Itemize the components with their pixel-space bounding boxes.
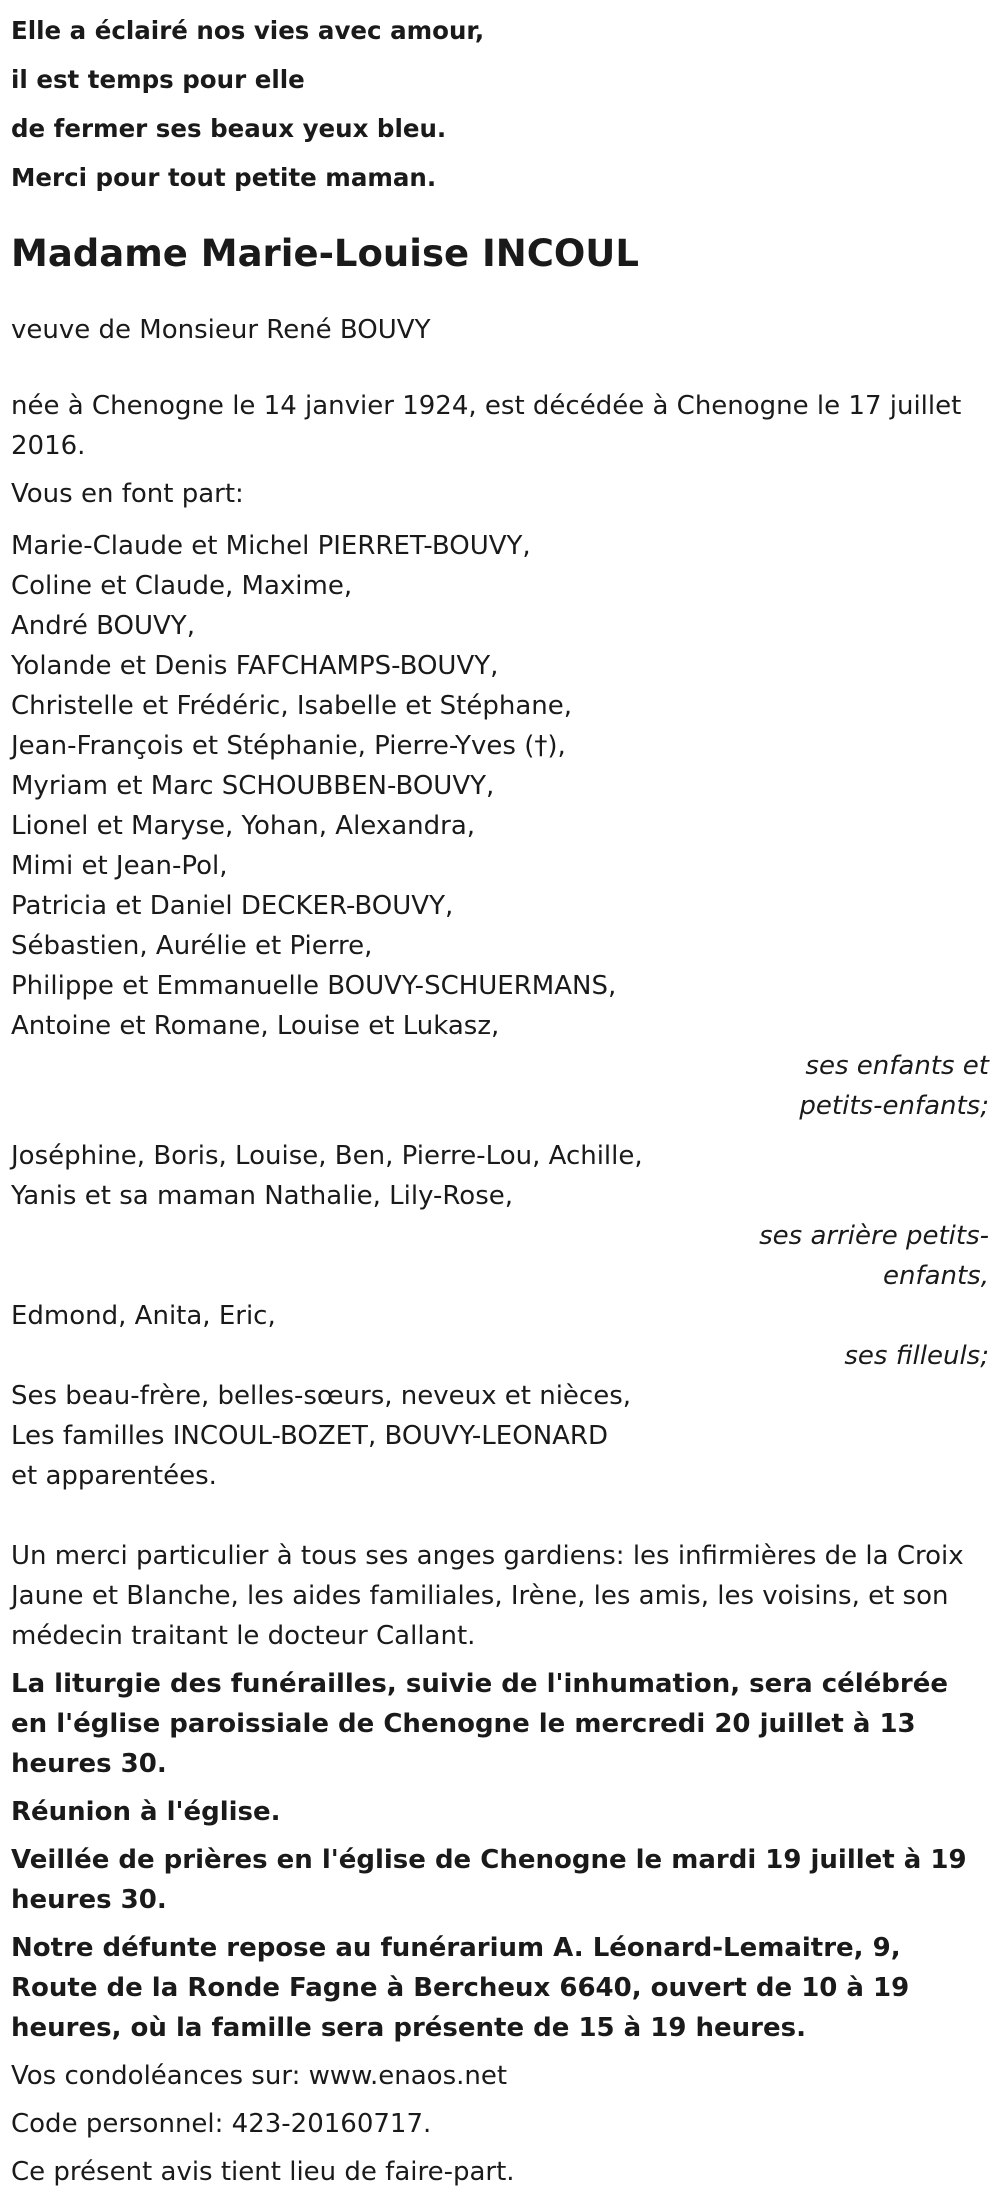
relation-label-line: ses arrière petits- [759,1221,989,1251]
children-list [11,526,989,1046]
vigil-info: Veillée de prières en l'église de Chenogne le mardi 19 juillet à 19 heures 30. [11,1845,967,1915]
birth-death-dates: née à Chenogne le 14 janvier 1924, est décédée à Chenogne le 17 juillet 2016. [11,391,962,461]
family-line: Sébastien, Aurélie et Pierre, [11,931,373,961]
poem-line: Elle a éclairé nos vies avec amour, [11,16,485,45]
family-line: Joséphine, Boris, Louise, Ben, Pierre-Lou, Achille, [11,1141,643,1171]
family-line: Yolande et Denis FAFCHAMPS-BOUVY, [11,651,499,681]
announcement-intro: Vous en font part: [11,479,244,509]
family-line: Lionel et Maryse, Yohan, Alexandra, [11,811,476,841]
family-line: Edmond, Anita, Eric, [11,1301,276,1331]
family-line: Marie-Claude et Michel PIERRET-BOUVY, [11,531,531,561]
great-grandchildren-label [539,1216,989,1296]
relation-label-line: ses filleuls; [844,1341,989,1371]
family-line: Jean-François et Stéphanie, Pierre-Yves (†), [11,731,566,761]
godchildren-list [11,1296,989,1336]
family-line: Yanis et sa maman Nathalie, Lily-Rose, [11,1181,514,1211]
notice-line: Ce présent avis tient lieu de faire-part. [11,2157,515,2187]
meeting-info: Réunion à l'église. [11,1797,281,1827]
widow-line: veuve de Monsieur René BOUVY [11,315,431,345]
family-line: André BOUVY, [11,611,195,641]
family-line: Mimi et Jean-Pol, [11,851,228,881]
family-line: Les familles INCOUL-BOZET, BOUVY-LEONARD [11,1421,609,1451]
relation-label-line: ses enfants et [805,1051,989,1081]
godchildren-label [539,1336,989,1376]
thanks-paragraph: Un merci particulier à tous ses anges gardiens: les infirmières de la Croix Jaune et Blanche, les aides familiales, Irène, les amis, les voisins, et son médecin traitant le docteur Callant. [11,1541,964,1651]
poem-line: de fermer ses beaux yeux bleu. [11,114,447,143]
family-line: Patricia et Daniel DECKER-BOUVY, [11,891,454,921]
family-line: Christelle et Frédéric, Isabelle et Stéphane, [11,691,573,721]
family-line: Myriam et Marc SCHOUBBEN-BOUVY, [11,771,495,801]
liturgy-info: La liturgie des funérailles, suivie de l'inhumation, sera célébrée en l'église paroissiale de Chenogne le mercredi 20 juillet à 13 heures 30. [11,1669,948,1779]
relation-label-line: enfants, [882,1261,989,1291]
funeral-home-info: Notre défunte repose au funérarium A. Léonard-Lemaitre, 9, Route de la Ronde Fagne à Bercheux 6640, ouvert de 10 à 19 heures, où la famille sera présente de 15 à 19 heures. [11,1933,910,2043]
relation-label-line: petits-enfants; [799,1091,989,1121]
deceased-name: Madame Marie-Louise INCOUL [11,232,639,275]
poem-line: Merci pour tout petite maman. [11,163,437,192]
family-line: Ses beau-frère, belles-sœurs, neveux et nièces, [11,1381,632,1411]
extended-family-list [11,1376,989,1496]
personal-code: Code personnel: 423-20160717. [11,2109,432,2139]
children-label [539,1046,989,1126]
poem [11,0,989,202]
poem-line: il est temps pour elle [11,65,305,94]
condolences-info: Vos condoléances sur: www.enaos.net [11,2061,508,2091]
family-line: Philippe et Emmanuelle BOUVY-SCHUERMANS, [11,971,617,1001]
great-grandchildren-list [11,1136,989,1216]
family-line: Coline et Claude, Maxime, [11,571,353,601]
family-line: Antoine et Romane, Louise et Lukasz, [11,1011,500,1041]
family-line: et apparentées. [11,1461,217,1491]
